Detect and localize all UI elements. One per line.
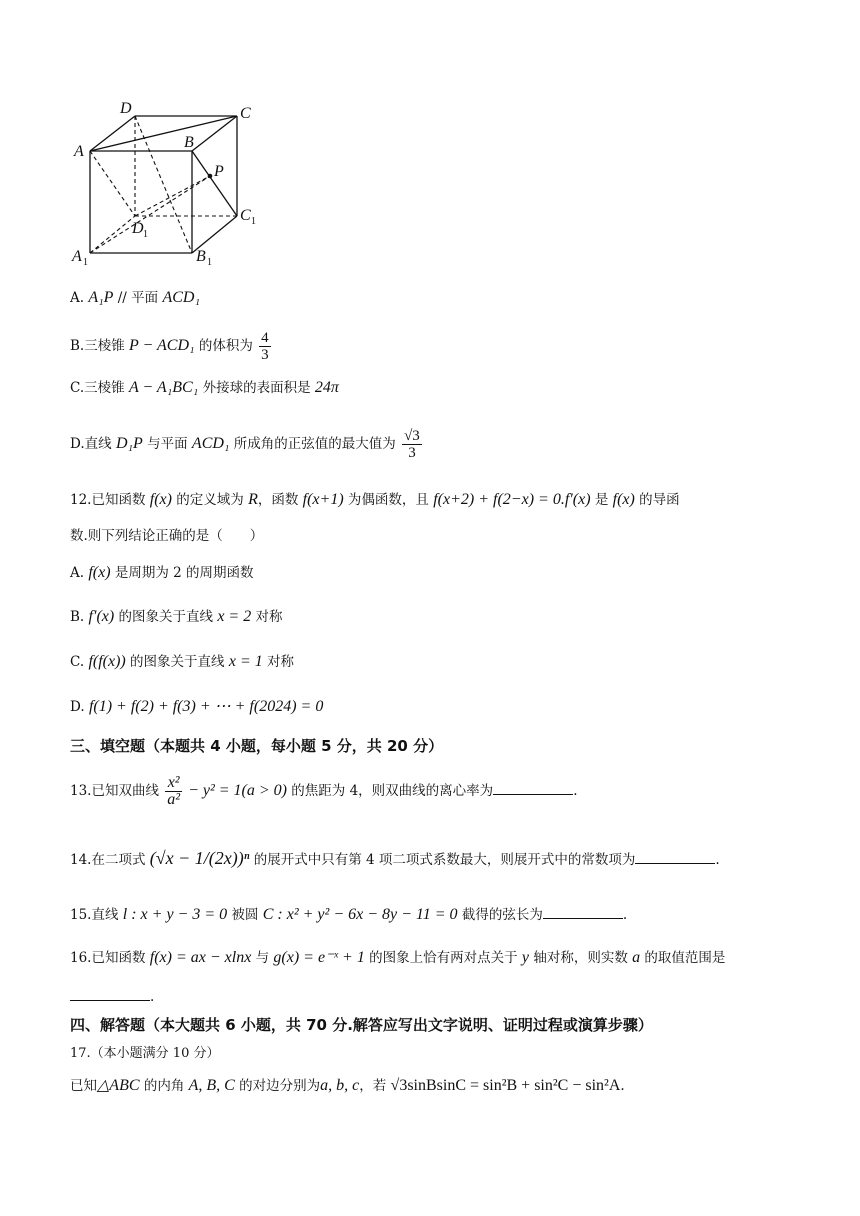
q13: 13.已知双曲线 $\frac{\text{x²}}{\text{a²}}$ − y² = 1(a > 0) 的焦距为 4，则双曲线的离心率为 . [70,774,578,808]
q11-option-b: B.三棱锥 P − ACD₁ 的体积为 $\frac{4}{3}$ [70,330,269,363]
label-B1-sub: 1 [207,257,212,266]
answer-blank[interactable] [493,780,573,795]
label-A1-sub: 1 [83,257,88,266]
q17-stem: 已知△ABC 的内角 A, B, C 的对边分别为a, b, c，若 √3sinBsinC = sin²B + sin²C − sin²A. [70,1077,625,1094]
q16: 16.已知函数 f(x) = ax − xlnx 与 g(x) = e⁻ˣ + 1 的图象上恰有两对点关于 y 轴对称，则实数 a 的取值范围是 [70,949,726,966]
edge-A1-D1 [90,216,135,253]
diag-A-D1 [90,151,135,216]
q12-option-c: C. f(f(x)) 的图象关于直线 x = 1 对称 [70,653,295,670]
q14: 14.在二项式 (√x − 1/(2x))ⁿ 的展开式中只有第 4 项二项式系数最大，则展开式中的常数项为 . [70,848,720,868]
label-D1: D [132,220,144,237]
label-D: D [120,100,132,117]
fraction: $\frac{√3}{3}$ [404,428,420,461]
label-C1: C [240,207,251,224]
q12-option-b: B. f′(x) 的图象关于直线 x = 2 对称 [70,608,283,625]
q11-option-c: C.三棱锥 A − A₁BC₁ 外接球的表面积是 24π [70,379,339,396]
answer-blank[interactable] [70,986,150,1001]
label-B1: B [196,248,206,265]
q12-stem-line2: 数.则下列结论正确的是（ ） [70,528,264,544]
label-C1-sub: 1 [251,216,256,227]
q12-stem-line1: 12.已知函数 f(x) 的定义域为 R，函数 f(x+1) 为偶函数，且 f(x+2) + f(2−x) = 0.f′(x) 是 f(x) 的导函 [70,491,680,508]
label-A1: A [72,248,82,265]
label-C: C [240,105,251,122]
section-heading-fill-in: 三、填空题（本题共 4 小题，每小题 5 分，共 20 分） [70,737,444,755]
label-P: P [214,163,224,180]
q15: 15.直线 l : x + y − 3 = 0 被圆 C : x² + y² − 6x − 8y − 11 = 0 截得的弦长为 . [70,906,628,923]
answer-blank[interactable] [635,849,715,864]
fraction: $\frac{\text{x²}}{\text{a²}}$ [167,774,181,808]
fraction: $\frac{4}{3}$ [261,330,269,363]
q11-option-a: A. A₁P // 平面 ACD₁ [70,289,200,306]
label-B: B [184,134,194,151]
answer-blank[interactable] [543,904,623,919]
q12-option-d: D. f(1) + f(2) + f(3) + ⋯ + f(2024) = 0 [70,698,324,715]
label-D1-sub: 1 [143,229,148,240]
point-P [208,174,213,179]
q11-option-d: D.直线 D₁P 与平面 ACD₁ 所成角的正弦值的最大值为 $\frac{√3}{3}$ [70,428,420,461]
q12-option-a: A. f(x) 是周期为 2 的周期函数 [70,564,254,581]
label-A: A [74,143,84,160]
cube-figure [70,96,260,266]
diag-D1-P [135,176,210,216]
q16-answer-line: . [70,986,154,1007]
section-heading-solutions: 四、解答题（本大题共 6 小题，共 70 分.解答应写出文字说明、证明过程或演算步骤） [70,1016,653,1034]
q17-title: 17.（本小题满分 10 分） [70,1046,220,1061]
